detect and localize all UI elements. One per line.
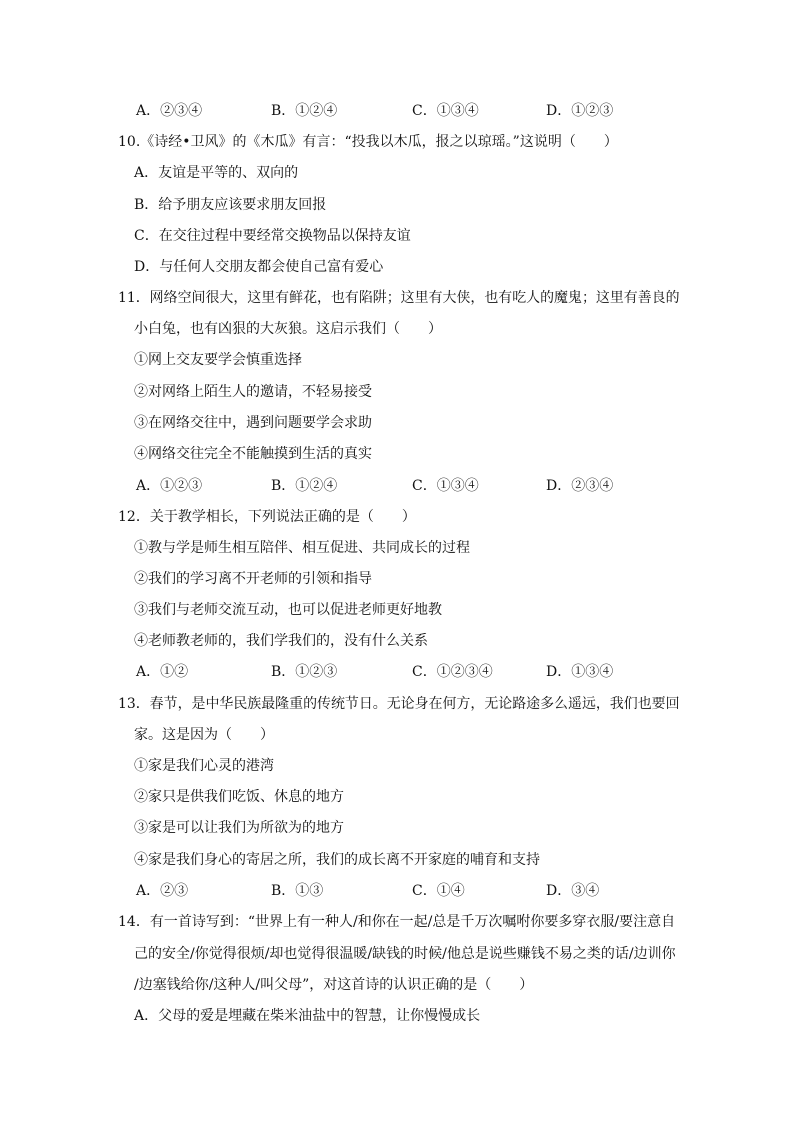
choice-b[interactable]: B．①②③ bbox=[271, 664, 338, 680]
question-10-option-b[interactable]: B．给予朋友应该要求朋友回报 bbox=[134, 197, 327, 213]
question-11-choices bbox=[136, 476, 656, 496]
choice-d[interactable]: D．②③④ bbox=[546, 478, 614, 494]
question-12-stem: 12．关于教学相长，下列说法正确的是（ ） bbox=[118, 509, 416, 525]
choice-d[interactable]: D．①③④ bbox=[546, 664, 614, 680]
choice-b[interactable]: B．①②④ bbox=[271, 478, 338, 494]
question-13-item-3: ③家是可以让我们为所欲为的地方 bbox=[134, 820, 344, 836]
choice-c[interactable]: C．①③④ bbox=[412, 103, 479, 119]
choice-c[interactable]: C．①②③④ bbox=[412, 664, 493, 680]
carryover-choices bbox=[136, 101, 656, 121]
question-13-stem-line2: 家。这是因为（ ） bbox=[134, 727, 274, 743]
choice-a[interactable]: A．①② bbox=[136, 664, 189, 680]
question-14-stem-line2: 己的安全/你觉得很烦/却也觉得很温暖/缺钱的时候/他总是说些赚钱不易之类的话/边训你 bbox=[134, 946, 676, 962]
question-12-item-4: ④老师教老师的，我们学我们的，没有什么关系 bbox=[134, 633, 428, 649]
question-10-option-a[interactable]: A．友谊是平等的、双向的 bbox=[134, 165, 299, 181]
choice-c[interactable]: C．①③④ bbox=[412, 478, 479, 494]
question-12-item-1: ①教与学是师生相互陪伴、相互促进、共同成长的过程 bbox=[134, 540, 470, 556]
choice-d[interactable]: D．①②③ bbox=[546, 103, 614, 119]
question-14-option-a[interactable]: A．父母的爱是埋藏在柴米油盐中的智慧，让你慢慢成长 bbox=[134, 1008, 481, 1024]
choice-a[interactable]: A．②③ bbox=[136, 883, 189, 899]
choice-b[interactable]: B．①②④ bbox=[271, 103, 338, 119]
question-10-option-d[interactable]: D．与任何人交朋友都会使自己富有爱心 bbox=[134, 259, 384, 275]
question-11-item-3: ③在网络交往中，遇到问题要学会求助 bbox=[134, 415, 372, 431]
question-14-stem-line1: 14．有一首诗写到：“世界上有一种人/和你在一起/总是千万次嘱咐你要多穿衣服/要注意自 bbox=[118, 914, 676, 930]
choice-a[interactable]: A．②③④ bbox=[136, 103, 203, 119]
choice-d[interactable]: D．③④ bbox=[546, 883, 600, 899]
question-10-stem: 10.《诗经•卫风》的《木瓜》有言：“投我以木瓜，报之以琼瑶。”这说明（ ） bbox=[118, 134, 618, 150]
question-12-item-3: ③我们与老师交流互动，也可以促进老师更好地教 bbox=[134, 602, 442, 618]
question-14-stem-line3: /边塞钱给你/这种人/叫父母”，对这首诗的认识正确的是（ ） bbox=[134, 977, 534, 993]
question-12-item-2: ②我们的学习离不开老师的引领和指导 bbox=[134, 571, 372, 587]
question-11-stem-line1: 11．网络空间很大，这里有鲜花，也有陷阱；这里有大侠，也有吃人的魔鬼；这里有善良的 bbox=[118, 290, 680, 306]
question-13-choices bbox=[136, 881, 656, 901]
question-12-choices bbox=[136, 662, 656, 682]
question-13-item-4: ④家是我们身心的寄居之所，我们的成长离不开家庭的哺育和支持 bbox=[134, 852, 540, 868]
question-10-option-c[interactable]: C．在交往过程中要经常交换物品以保持友谊 bbox=[134, 228, 411, 244]
choice-b[interactable]: B．①③ bbox=[271, 883, 324, 899]
question-13-stem-line1: 13．春节，是中华民族最隆重的传统节日。无论身在何方，无论路途多么遥远，我们也要回 bbox=[118, 696, 680, 712]
question-11-item-1: ①网上交友要学会慎重选择 bbox=[134, 352, 302, 368]
question-13-item-1: ①家是我们心灵的港湾 bbox=[134, 758, 274, 774]
choice-c[interactable]: C．①④ bbox=[412, 883, 465, 899]
choice-a[interactable]: A．①②③ bbox=[136, 478, 203, 494]
question-11-item-4: ④网络交往完全不能触摸到生活的真实 bbox=[134, 446, 372, 462]
question-11-item-2: ②对网络上陌生人的邀请，不轻易接受 bbox=[134, 384, 372, 400]
question-13-item-2: ②家只是供我们吃饭、休息的地方 bbox=[134, 789, 344, 805]
question-11-stem-line2: 小白兔，也有凶狠的大灰狼。这启示我们（ ） bbox=[134, 321, 442, 337]
